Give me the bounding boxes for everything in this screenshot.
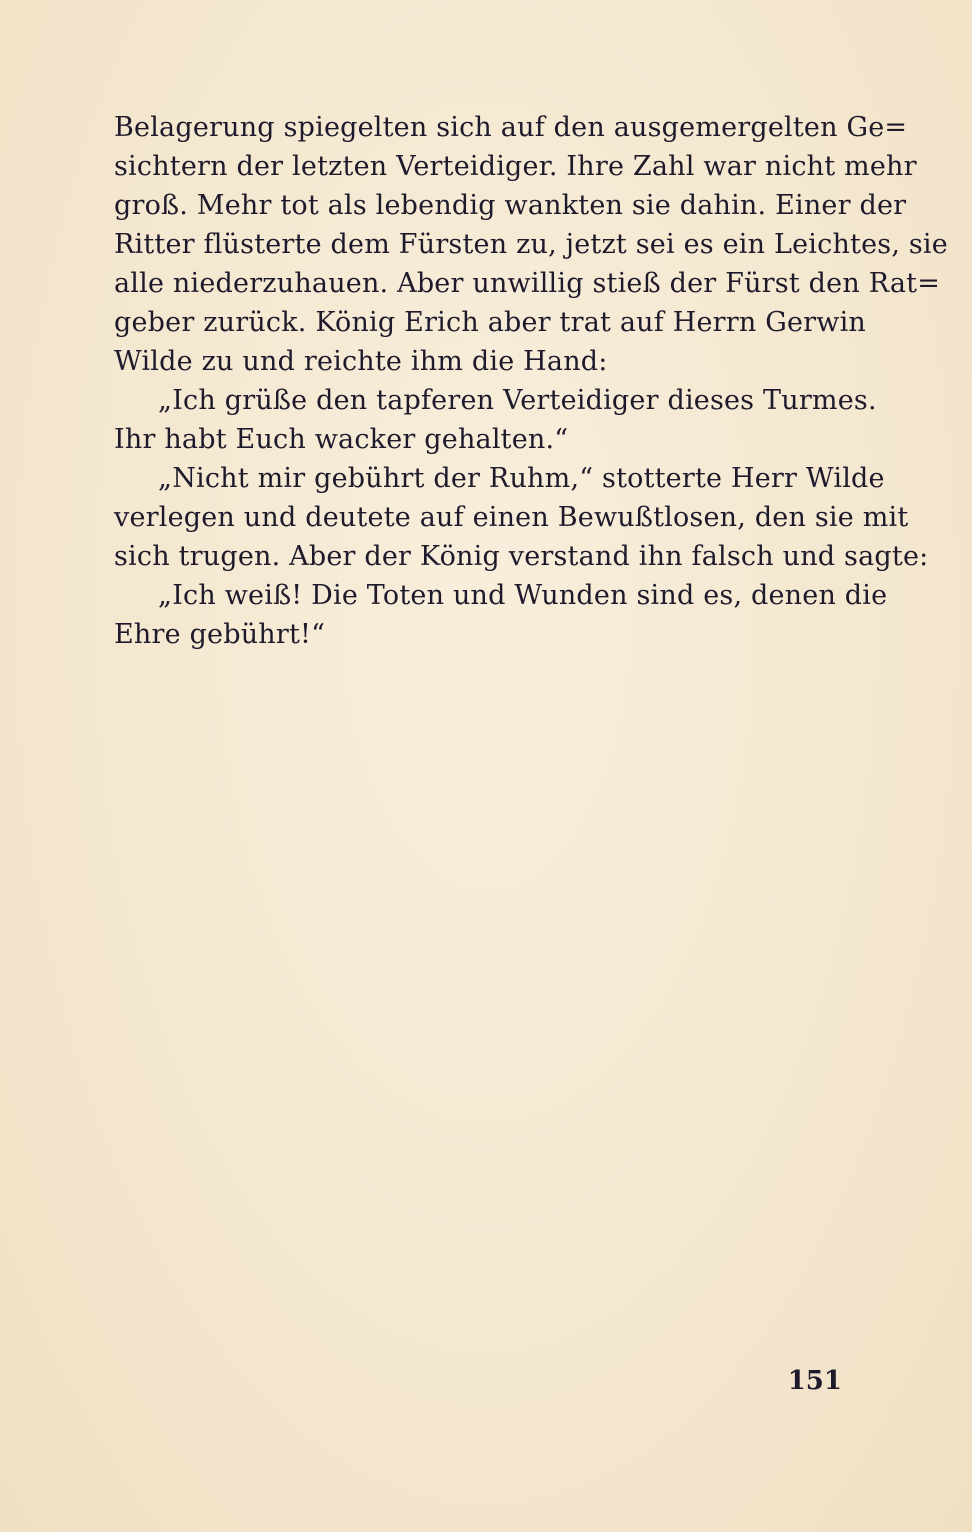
text-line: Wilde zu und reichte ihm die Hand: — [114, 346, 608, 377]
text-line: sichtern der letzten Verteidiger. Ihre Zahl war nicht mehr — [114, 151, 917, 182]
text-line: Ritter flüsterte dem Fürsten zu, jetzt sei es ein Leichtes, sie — [114, 229, 948, 260]
body-text — [114, 108, 948, 654]
text-line: verlegen und deutete auf einen Bewußtlosen, den sie mit — [114, 502, 909, 533]
text-line: Ihr habt Euch wacker gehalten.“ — [114, 424, 569, 455]
text-line: „Ich weiß! Die Toten und Wunden sind es, denen die — [158, 580, 888, 611]
text-line: „Ich grüße den tapferen Verteidiger dieses Turmes. — [158, 385, 877, 416]
page-number: 151 — [787, 1366, 842, 1396]
text-line: groß. Mehr tot als lebendig wankten sie dahin. Einer der — [114, 190, 907, 221]
text-line: geber zurück. König Erich aber trat auf Herrn Gerwin — [114, 307, 867, 338]
text-line: Ehre gebührt!“ — [114, 619, 326, 650]
text-line: sich trugen. Aber der König verstand ihn falsch und sagte: — [114, 541, 929, 572]
text-line: alle niederzuhauen. Aber unwillig stieß der Fürst den Rat= — [114, 268, 941, 299]
text-line: Belagerung spiegelten sich auf den ausgemergelten Ge= — [114, 112, 908, 143]
text-line: „Nicht mir gebührt der Ruhm,“ stotterte Herr Wilde — [158, 463, 885, 494]
